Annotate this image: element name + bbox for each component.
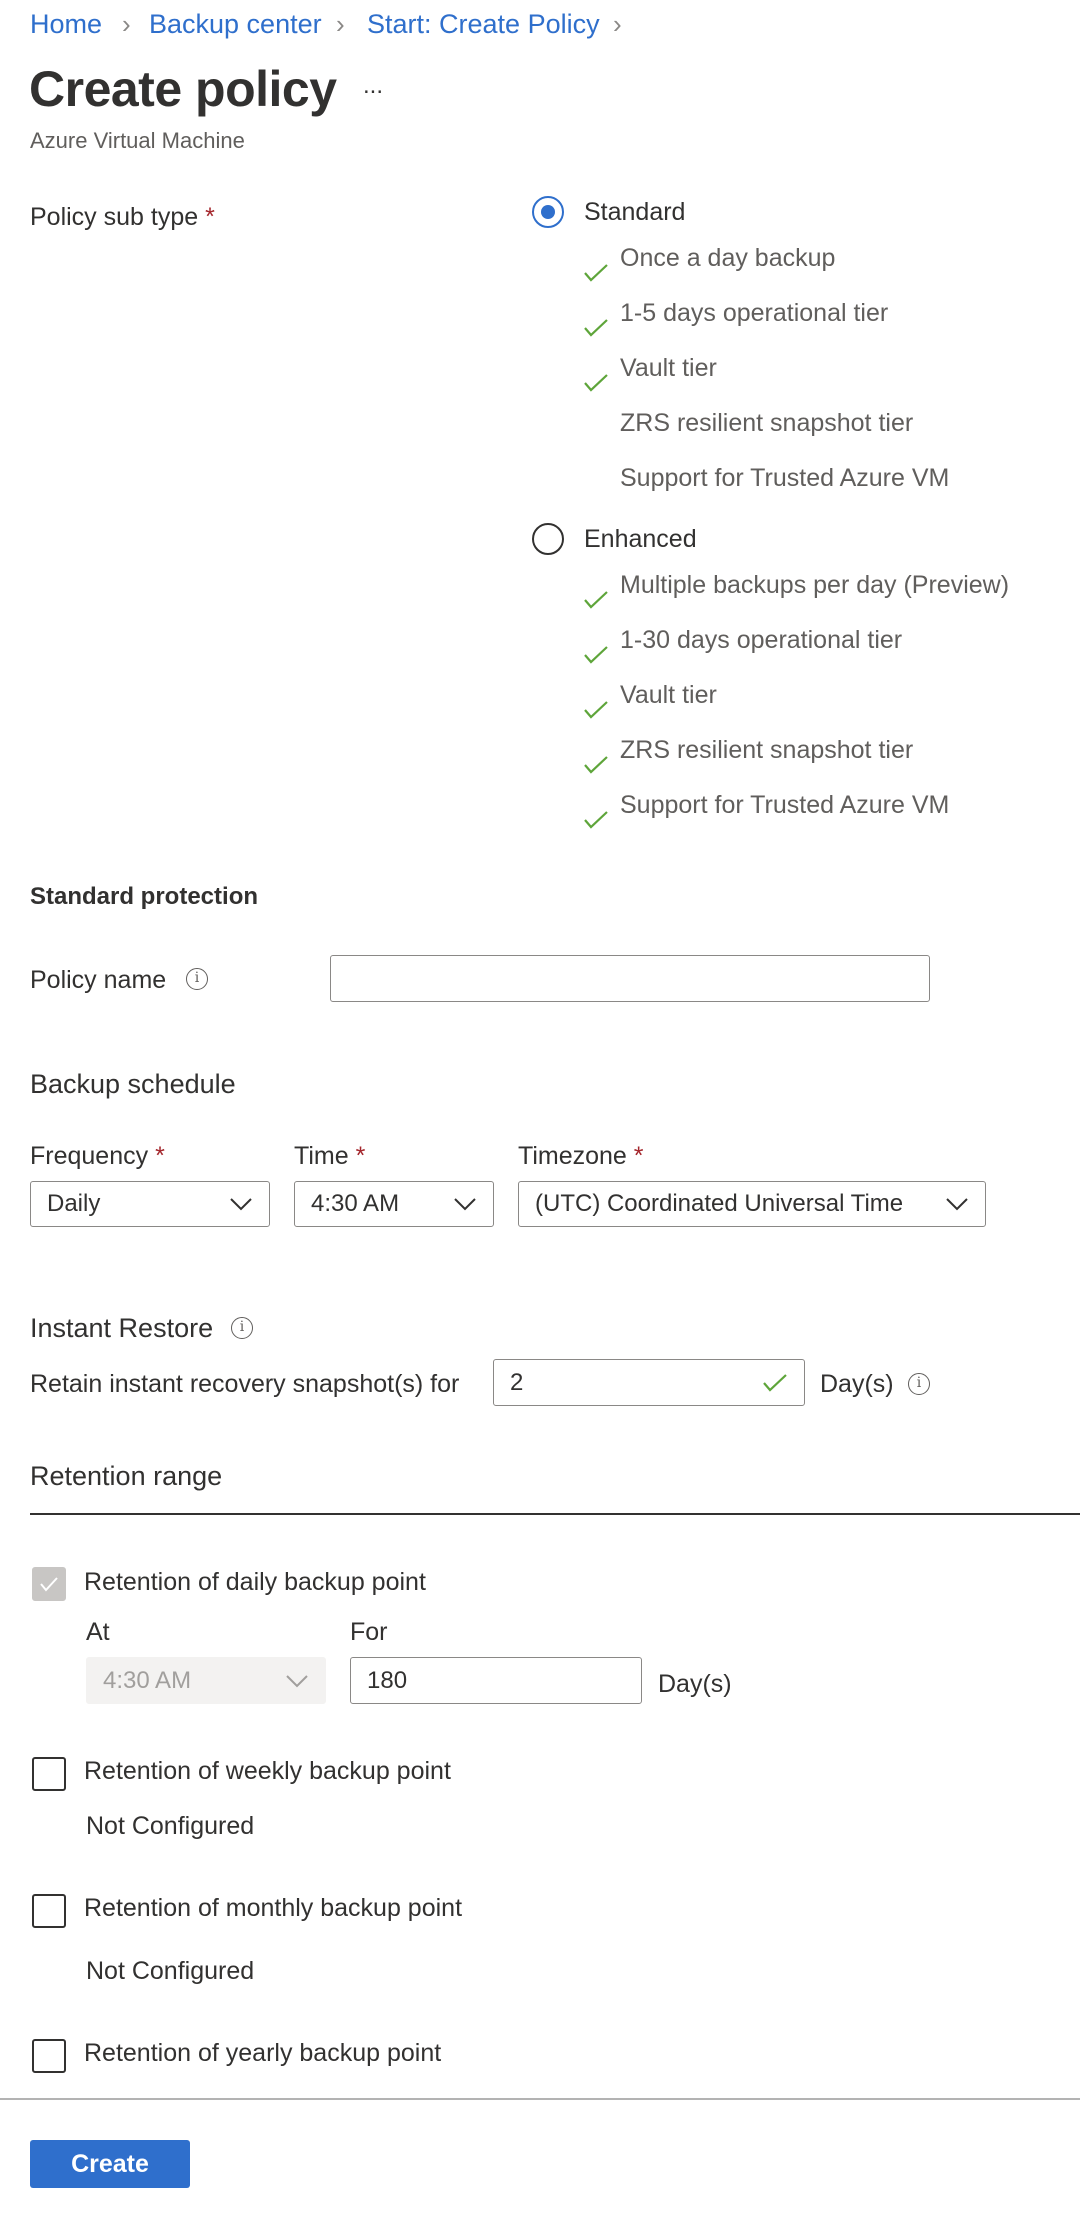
time-label-text: Time [294, 1142, 349, 1170]
chevron-right-icon: › [613, 9, 622, 39]
required-marker: * [633, 1142, 644, 1170]
yearly-retention-checkbox[interactable] [32, 2039, 66, 2073]
at-label: At [86, 1618, 110, 1646]
policy-sub-type-label-text: Policy sub type [30, 203, 199, 231]
daily-at-value: 4:30 AM [103, 1666, 192, 1694]
chevron-down-icon [453, 1197, 477, 1211]
section-title: Standard protection [30, 883, 259, 910]
radio-standard-label[interactable]: Standard [584, 198, 686, 226]
check-icon [583, 699, 609, 721]
time-label [294, 1142, 365, 1171]
timezone-value: (UTC) Coordinated Universal Time [535, 1190, 904, 1217]
feature-item: ZRS resilient snapshot tier [620, 409, 914, 437]
weekly-status: Not Configured [86, 1812, 255, 1840]
chevron-down-icon [945, 1197, 969, 1211]
chevron-down-icon [229, 1197, 253, 1211]
divider [30, 1513, 1080, 1515]
frequency-value: Daily [47, 1190, 101, 1217]
info-icon[interactable]: i [186, 968, 208, 990]
check-icon [583, 317, 609, 339]
retain-snapshots-input[interactable] [493, 1359, 805, 1406]
chevron-right-icon: › [122, 9, 131, 39]
instant-restore-title: Instant Restore [30, 1313, 214, 1343]
feature-item: Once a day backup [620, 244, 836, 272]
monthly-status: Not Configured [86, 1957, 255, 1985]
info-icon[interactable]: i [908, 1373, 930, 1395]
page-subtitle: Azure Virtual Machine [30, 128, 245, 153]
feature-item: Vault tier [620, 354, 717, 382]
check-icon [583, 644, 609, 666]
check-icon [583, 754, 609, 776]
chevron-right-icon: › [336, 9, 345, 39]
retention-range-title: Retention range [30, 1461, 223, 1491]
retain-snapshots-label: Retain instant recovery snapshot(s) for [30, 1370, 460, 1398]
timezone-label [518, 1142, 644, 1171]
check-icon [583, 372, 609, 394]
policy-name-label: Policy name [30, 966, 167, 994]
frequency-label-text: Frequency [30, 1142, 149, 1170]
yearly-retention-label: Retention of yearly backup point [84, 2039, 442, 2067]
feature-item: Support for Trusted Azure VM [620, 464, 950, 492]
weekly-retention-checkbox[interactable] [32, 1757, 66, 1791]
footer-divider [0, 2098, 1080, 2100]
daily-at-select[interactable] [86, 1657, 326, 1704]
create-button[interactable]: Create [30, 2140, 190, 2188]
daily-retention-label: Retention of daily backup point [84, 1568, 426, 1596]
daily-for-input[interactable]: 180 [350, 1657, 642, 1704]
check-icon [583, 809, 609, 831]
days-unit-label: Day(s) [658, 1670, 732, 1698]
required-marker: * [355, 1142, 366, 1170]
feature-item: ZRS resilient snapshot tier [620, 736, 914, 764]
daily-retention-checkbox[interactable] [32, 1567, 66, 1601]
policy-sub-type-label [30, 203, 215, 232]
timezone-label-text: Timezone [518, 1142, 627, 1170]
radio-standard[interactable] [532, 196, 564, 228]
radio-enhanced-label[interactable]: Enhanced [584, 525, 697, 553]
monthly-retention-checkbox[interactable] [32, 1894, 66, 1928]
check-icon [583, 262, 609, 284]
timezone-select[interactable] [518, 1181, 986, 1227]
breadcrumb-backup-center[interactable]: Backup center [149, 9, 322, 39]
policy-name-input[interactable] [330, 955, 930, 1002]
more-options-button[interactable]: ... [363, 72, 384, 99]
feature-item: 1-5 days operational tier [620, 299, 889, 327]
for-label: For [350, 1618, 388, 1646]
info-icon[interactable]: i [231, 1317, 253, 1339]
breadcrumb-home[interactable]: Home [30, 9, 103, 39]
check-icon [583, 589, 609, 611]
retain-snapshots-value: 2 [510, 1368, 524, 1396]
weekly-retention-label: Retention of weekly backup point [84, 1757, 451, 1785]
required-marker: * [205, 203, 215, 231]
chevron-down-icon [285, 1674, 309, 1688]
feature-item: 1-30 days operational tier [620, 626, 903, 654]
checkmark-icon [34, 1569, 64, 1599]
feature-item: Multiple backups per day (Preview) [620, 571, 1010, 599]
frequency-label [30, 1142, 165, 1171]
feature-item: Vault tier [620, 681, 717, 709]
breadcrumb-start-create-policy[interactable]: Start: Create Policy [367, 9, 600, 39]
feature-item: Support for Trusted Azure VM [620, 791, 950, 819]
backup-schedule-title: Backup schedule [30, 1069, 236, 1099]
page-title: Create policy [29, 61, 337, 117]
required-marker: * [155, 1142, 165, 1170]
monthly-retention-label: Retention of monthly backup point [84, 1894, 463, 1922]
time-value: 4:30 AM [311, 1190, 400, 1217]
days-unit-label: Day(s) [820, 1370, 894, 1398]
frequency-select[interactable] [30, 1181, 270, 1227]
time-select[interactable] [294, 1181, 494, 1227]
check-icon [762, 1372, 788, 1394]
radio-enhanced[interactable] [532, 523, 564, 555]
